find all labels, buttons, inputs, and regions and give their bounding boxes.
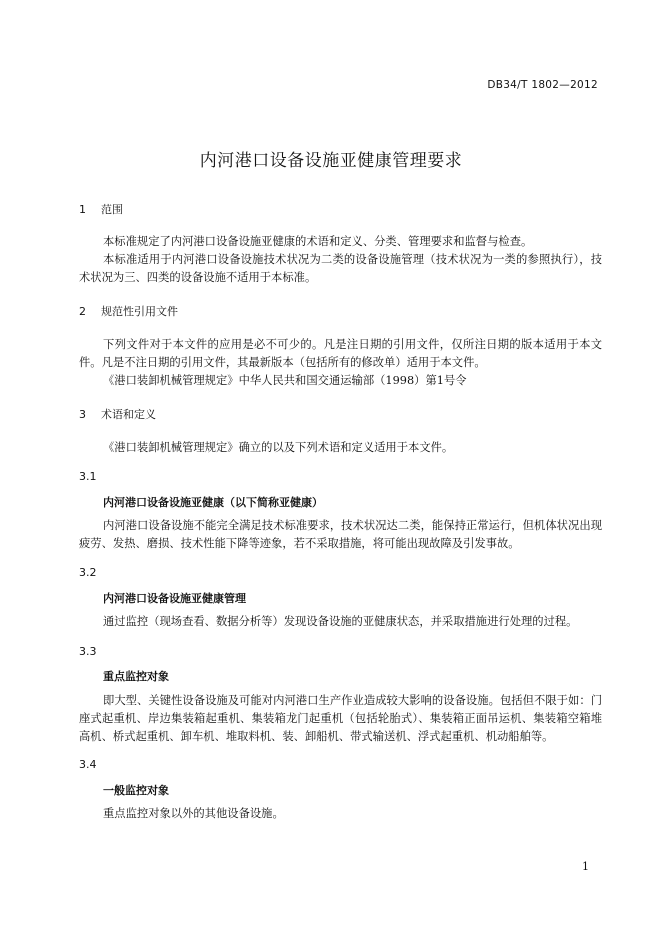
standard-code: DB34/T 1802—2012 — [487, 79, 598, 91]
term-name: 一般监控对象 — [103, 784, 169, 797]
section-3-intro: 《港口装卸机械管理规定》确立的以及下列术语和定义适用于本文件。 — [103, 441, 454, 454]
section-3-heading — [79, 406, 156, 422]
page-number: 1 — [582, 860, 589, 873]
section-title: 范围 — [101, 203, 123, 216]
term-name: 内河港口设备设施亚健康（以下简称亚健康） — [103, 496, 323, 509]
section-1-heading — [79, 201, 123, 217]
section-2-heading — [79, 303, 178, 319]
term-definition: 通过监控（现场查看、数据分析等）发现设备设施的亚健康状态，并采取措施进行处理的过程。 — [103, 615, 578, 628]
section-1-paragraph-1: 本标准规定了内河港口设备设施亚健康的术语和定义、分类、管理要求和监督与检查。 — [103, 235, 533, 248]
term-name: 内河港口设备设施亚健康管理 — [103, 592, 246, 605]
section-title: 术语和定义 — [101, 408, 156, 421]
section-number: 3 — [79, 408, 86, 421]
section-1-paragraph-2: 本标准适用于内河港口设备设施技术状况为二类的设备设施管理（技术状况为一类的参照执行），技术状况为三、四类的设备设施不适用于本标准。 — [79, 253, 602, 284]
normative-reference: 《港口装卸机械管理规定》中华人民共和国交通运输部（1998）第1号令 — [103, 374, 467, 387]
term-definition: 重点监控对象以外的其他设备设施。 — [103, 807, 284, 820]
term-number: 3.4 — [79, 758, 97, 771]
section-number: 2 — [79, 305, 86, 318]
section-2-paragraph-1: 下列文件对于本文件的应用是必不可少的。凡是注日期的引用文件，仅所注日期的版本适用于本文件。凡是不注日期的引用文件，其最新版本（包括所有的修改单）适用于本文件。 — [79, 338, 602, 369]
term-name: 重点监控对象 — [103, 670, 169, 683]
term-definition: 内河港口设备设施不能完全满足技术标准要求，技术状况达二类，能保持正常运行，但机体状况出现疲劳、发热、磨损、技术性能下降等迹象，若不采取措施，将可能出现故障及引发事故。 — [79, 519, 602, 550]
term-definition: 即大型、关键性设备设施及可能对内河港口生产作业造成较大影响的设备设施。包括但不限于如：门座式起重机、岸边集装箱起重机、集装箱龙门起重机（包括轮胎式）、集装箱正面吊运机、集装箱空箱堆高机、桥式起重机、卸车机、堆取料机、装、卸船机、带式输送机、浮式起重机、机动船舶等。 — [79, 694, 602, 743]
document-title: 内河港口设备设施亚健康管理要求 — [199, 151, 463, 171]
section-title: 规范性引用文件 — [101, 305, 178, 318]
section-number: 1 — [79, 203, 86, 216]
term-number: 3.2 — [79, 566, 97, 579]
term-number: 3.3 — [79, 645, 97, 658]
term-number: 3.1 — [79, 470, 97, 483]
